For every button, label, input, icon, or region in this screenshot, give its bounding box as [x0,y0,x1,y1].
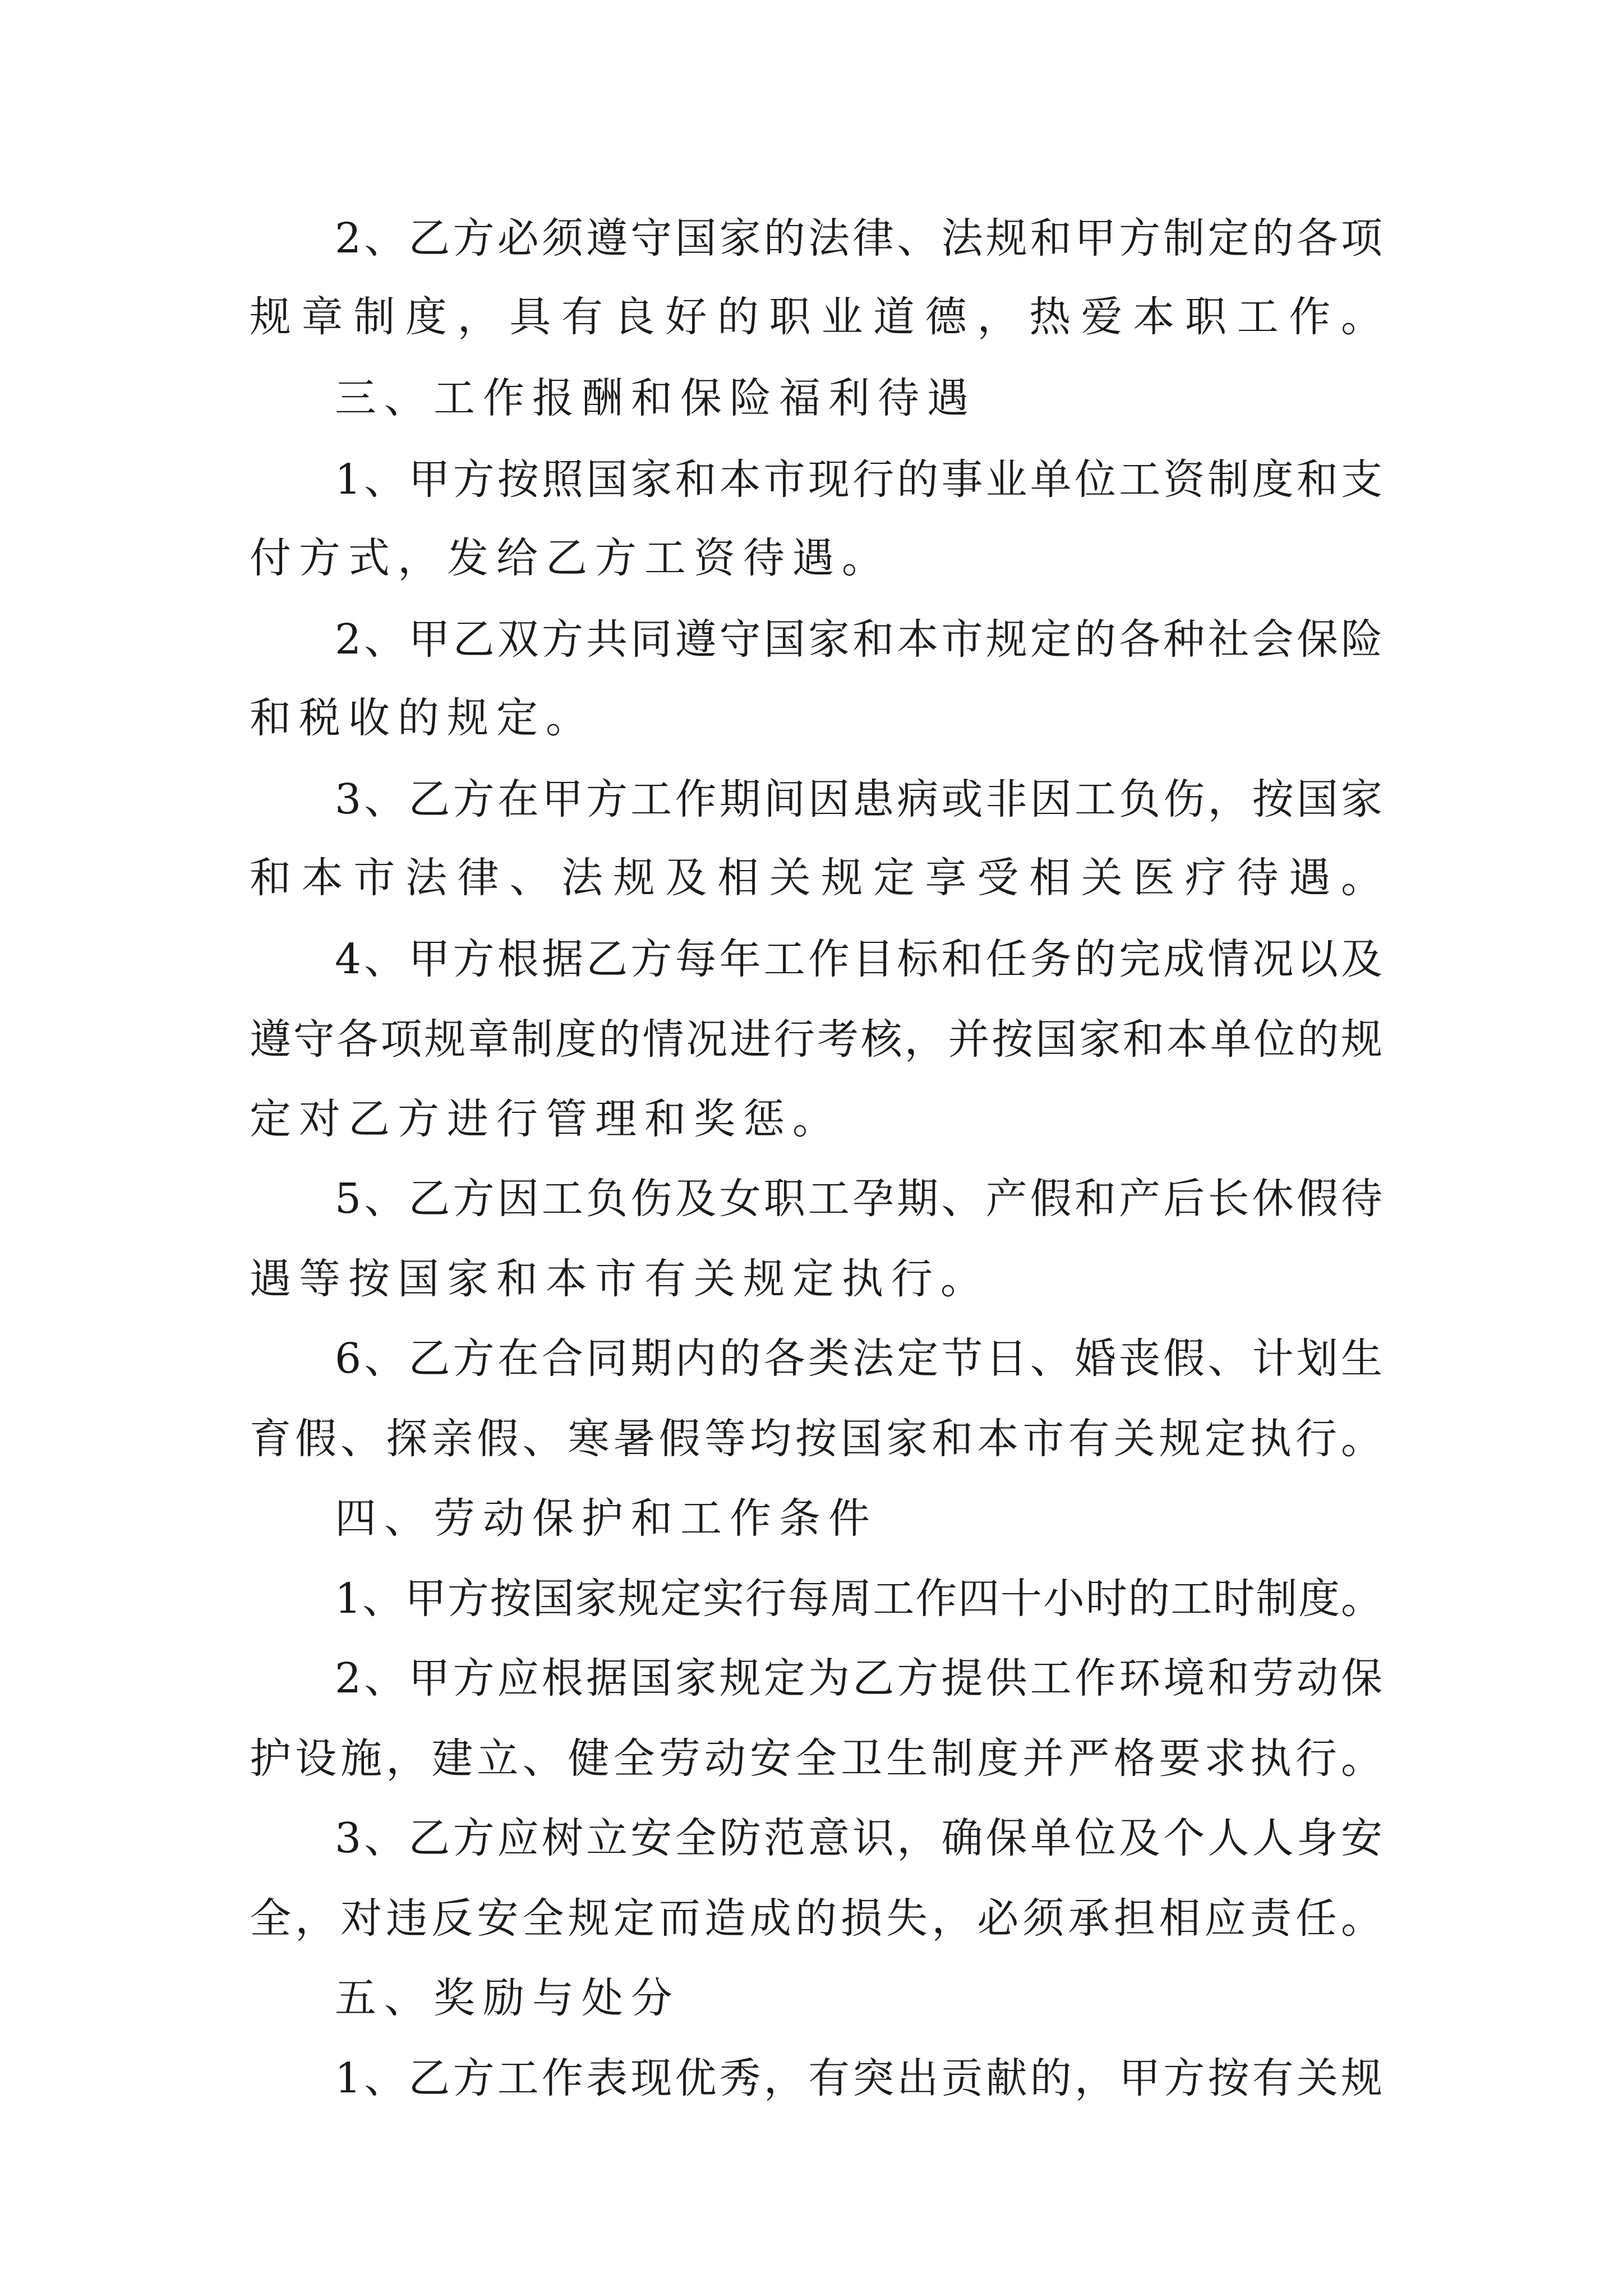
text-line: 2、乙方必须遵守国家的法律、法规和甲方制定的各项 [335,214,1382,263]
text-line: 和本市法律、法规及相关规定享受相关医疗待遇。 [250,854,1382,902]
text-line: 规章制度，具有良好的职业道德，热爱本职工作。 [250,293,1382,341]
text-line: 1、甲方按照国家和本市现行的事业单位工资制度和支 [335,455,1382,504]
section-heading: 三、工作报酬和保险福利待遇 [335,374,976,422]
text-line: 遇等按国家和本市有关规定执行。 [250,1255,990,1303]
text-line: 全，对违反安全规定而造成的损失，必须承担相应责任。 [250,1894,1382,1943]
text-line: 4、甲方根据乙方每年工作目标和任务的完成情况以及 [335,935,1382,983]
text-line: 育假、探亲假、寒暑假等均按国家和本市有关规定执行。 [250,1415,1382,1463]
text-line: 和税收的规定。 [250,694,595,742]
text-line: 3、乙方在甲方工作期间因患病或非因工负伤，按国家 [335,775,1382,823]
text-line: 6、乙方在合同期内的各类法定节日、婚丧假、计划生 [335,1335,1382,1383]
text-line: 3、乙方应树立安全防范意识，确保单位及个人人身安 [335,1814,1382,1862]
text-line: 2、甲方应根据国家规定为乙方提供工作环境和劳动保 [335,1654,1382,1703]
section-heading: 四、劳动保护和工作条件 [335,1494,878,1543]
section-heading: 五、奖励与处分 [335,1974,680,2022]
text-line: 1、甲方按国家规定实行每周工作四十小时的工时制度。 [335,1575,1382,1623]
text-line: 遵守各项规章制度的情况进行考核，并按国家和本单位的规 [250,1015,1382,1064]
text-line: 付方式，发给乙方工资待遇。 [250,534,891,582]
text-line: 护设施，建立、健全劳动安全卫生制度并严格要求执行。 [250,1734,1382,1783]
text-line: 2、甲乙双方共同遵守国家和本市规定的各种社会保险 [335,615,1382,664]
text-line: 5、乙方因工负伤及女职工孕期、产假和产后长休假待 [335,1175,1382,1223]
text-line: 1、乙方工作表现优秀，有突出贡献的，甲方按有关规 [335,2054,1382,2102]
text-line: 定对乙方进行管理和奖惩。 [250,1095,842,1143]
